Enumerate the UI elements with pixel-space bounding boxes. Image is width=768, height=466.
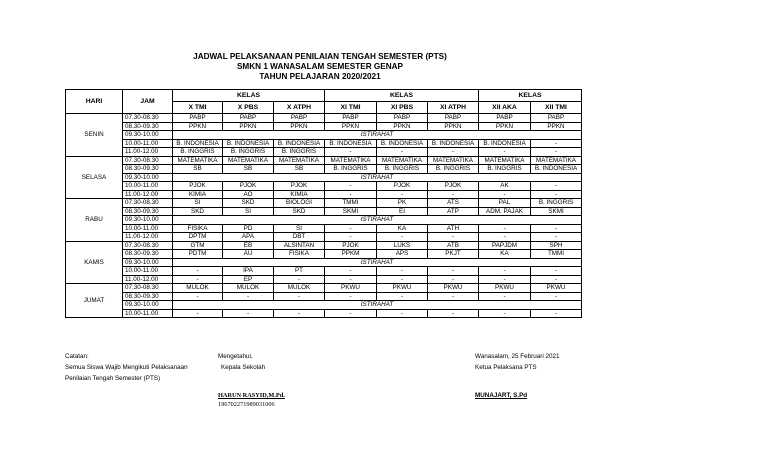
subject-cell: -: [479, 233, 531, 242]
kepala-sekolah-name: HARUN RASYID,M.Pd.: [218, 392, 285, 399]
table-row: [66, 173, 582, 182]
subject-cell: MATEMATIKA: [173, 156, 223, 165]
subject-cell: -: [531, 190, 582, 199]
kelas-header-xi: KELAS: [325, 90, 479, 102]
subject-cell: B. INDONESIA: [223, 139, 274, 148]
subject-cell: -: [377, 190, 428, 199]
subject-cell: PAL: [479, 199, 531, 208]
table-row: [66, 241, 582, 250]
table-row: [66, 139, 582, 148]
subject-cell: MULOK: [173, 284, 223, 293]
table-row: [66, 284, 582, 293]
subject-cell: B. INDONESIA: [325, 139, 377, 148]
subject-cell: SB: [223, 165, 274, 174]
subject-cell: -: [479, 275, 531, 284]
subject-cell: -: [531, 148, 582, 157]
class-header: X ATPH: [274, 102, 325, 114]
subject-cell: PAPJDM: [479, 241, 531, 250]
table-row: [66, 224, 582, 233]
subject-cell: -: [325, 267, 377, 276]
subject-cell: ATP: [428, 207, 479, 216]
subject-cell: -: [428, 275, 479, 284]
subject-cell: PKJT: [428, 250, 479, 259]
subject-cell: -: [531, 275, 582, 284]
kepala-sekolah-label: Kepala Sekolah: [221, 364, 266, 371]
subject-cell: SI: [274, 224, 325, 233]
break-cell: ISTIRAHAT: [173, 173, 582, 182]
subject-cell: PJOK: [173, 182, 223, 191]
subject-cell: PKWU: [531, 284, 582, 293]
subject-cell: PABP: [531, 114, 582, 123]
subject-cell: KA: [479, 250, 531, 259]
subject-cell: SI: [173, 199, 223, 208]
subject-cell: MATEMATIKA: [325, 156, 377, 165]
subject-cell: TMMI: [531, 250, 582, 259]
class-header: X PBS: [223, 102, 274, 114]
time-cell: 08.30-09.30: [123, 250, 173, 259]
table-row: [66, 182, 582, 191]
subject-cell: PJOK: [377, 182, 428, 191]
table-row: [66, 216, 582, 225]
school-semester-title: SMKN 1 WANASALAM SEMESTER GENAP: [236, 62, 404, 71]
table-row: [66, 267, 582, 276]
day-cell: RABU: [66, 199, 123, 242]
subject-cell: -: [531, 233, 582, 242]
table-row: [66, 165, 582, 174]
subject-cell: -: [325, 309, 377, 318]
subject-cell: PT: [274, 267, 325, 276]
kelas-header-x: KELAS: [173, 90, 325, 102]
table-row: [66, 114, 582, 123]
subject-cell: -: [531, 309, 582, 318]
schedule-table: [65, 89, 582, 318]
subject-cell: DPTM: [173, 233, 223, 242]
ketua-pelaksana-label: Ketua Pelaksana PTS: [475, 364, 537, 371]
subject-cell: -: [223, 292, 274, 301]
ketua-pelaksana-name: MUNAJART, S.Pd: [475, 392, 528, 399]
day-cell: KAMIS: [66, 241, 123, 284]
subject-cell: B. INGGRIS: [325, 165, 377, 174]
time-cell: 08.30-09.30: [123, 207, 173, 216]
subject-cell: SKMI: [531, 207, 582, 216]
place-date: Wanasalam, 25 Februari 2021: [475, 353, 560, 360]
table-row: [66, 233, 582, 242]
subject-cell: B. INGGRIS: [479, 165, 531, 174]
subject-cell: SKMI: [325, 207, 377, 216]
subject-cell: EI: [377, 207, 428, 216]
table-row: [66, 190, 582, 199]
subject-cell: -: [531, 292, 582, 301]
subject-cell: PPKN: [325, 122, 377, 131]
subject-cell: PPKN: [173, 122, 223, 131]
table-row: [66, 309, 582, 318]
subject-cell: PPKN: [531, 122, 582, 131]
break-cell: ISTIRAHAT: [173, 216, 582, 225]
table-row: [66, 199, 582, 208]
time-cell: 09.30-10.00: [123, 131, 173, 140]
subject-cell: -: [479, 309, 531, 318]
subject-cell: -: [428, 309, 479, 318]
subject-cell: -: [325, 292, 377, 301]
subject-cell: -: [428, 148, 479, 157]
subject-cell: PABP: [479, 114, 531, 123]
subject-cell: PPKN: [428, 122, 479, 131]
table-row: [66, 156, 582, 165]
subject-cell: SKD: [223, 199, 274, 208]
subject-cell: -: [428, 267, 479, 276]
subject-cell: PABP: [325, 114, 377, 123]
hari-header: HARI: [66, 90, 123, 114]
subject-cell: -: [325, 224, 377, 233]
subject-cell: -: [531, 139, 582, 148]
subject-cell: PPKN: [377, 122, 428, 131]
subject-cell: SI: [223, 207, 274, 216]
time-cell: 10.00-11.00: [123, 182, 173, 191]
subject-cell: MATEMATIKA: [531, 156, 582, 165]
subject-cell: -: [173, 267, 223, 276]
subject-cell: PJOK: [325, 241, 377, 250]
time-cell: 10.00-11.00: [123, 224, 173, 233]
subject-cell: -: [377, 233, 428, 242]
table-row: [66, 258, 582, 267]
subject-cell: -: [531, 267, 582, 276]
table-row: [66, 131, 582, 140]
subject-cell: B. INDONESIA: [377, 139, 428, 148]
class-header: XI PBS: [377, 102, 428, 114]
time-cell: 07.30-08.30: [123, 156, 173, 165]
subject-cell: MATEMATIKA: [428, 156, 479, 165]
subject-cell: B. INGGRIS: [377, 165, 428, 174]
time-cell: 07.30-08.30: [123, 199, 173, 208]
subject-cell: -: [377, 275, 428, 284]
subject-cell: MULOK: [274, 284, 325, 293]
time-cell: 11.00-12.00: [123, 275, 173, 284]
subject-cell: KIMIA: [274, 190, 325, 199]
subject-cell: PK: [377, 199, 428, 208]
subject-cell: LUKS: [377, 241, 428, 250]
subject-cell: -: [377, 148, 428, 157]
catatan-label: Catatan:: [65, 353, 89, 360]
day-cell: SENIN: [66, 114, 123, 157]
subject-cell: AU: [223, 250, 274, 259]
subject-cell: KIMIA: [173, 190, 223, 199]
break-cell: ISTIRAHAT: [173, 131, 582, 140]
subject-cell: PABP: [428, 114, 479, 123]
subject-cell: -: [173, 292, 223, 301]
subject-cell: AO: [223, 190, 274, 199]
time-cell: 09.30-10.00: [123, 173, 173, 182]
subject-cell: TMMI: [325, 199, 377, 208]
subject-cell: MATEMATIKA: [274, 156, 325, 165]
subject-cell: PJOK: [274, 182, 325, 191]
kepala-sekolah-nip: 196702271989031006: [218, 401, 275, 408]
subject-cell: -: [479, 267, 531, 276]
time-cell: 08.30-09.30: [123, 165, 173, 174]
subject-cell: -: [531, 182, 582, 191]
subject-cell: -: [325, 182, 377, 191]
subject-cell: SKD: [274, 207, 325, 216]
subject-cell: -: [377, 309, 428, 318]
mengetahui-label: Mengetahui,: [218, 353, 253, 360]
subject-cell: -: [428, 190, 479, 199]
subject-cell: PKWU: [479, 284, 531, 293]
subject-cell: MATEMATIKA: [377, 156, 428, 165]
subject-cell: -: [274, 309, 325, 318]
subject-cell: PPKN: [479, 122, 531, 131]
break-cell: ISTIRAHAT: [173, 258, 582, 267]
academic-year-title: TAHUN PELAJARAN 2020/2021: [259, 72, 381, 81]
subject-cell: PJOK: [428, 182, 479, 191]
subject-cell: PABP: [377, 114, 428, 123]
class-header: XII AKA: [479, 102, 531, 114]
subject-cell: AK: [479, 182, 531, 191]
subject-cell: ATH: [428, 224, 479, 233]
time-cell: 09.30-10.00: [123, 258, 173, 267]
subject-cell: -: [531, 224, 582, 233]
catatan-line-2: Penilaian Tengah Semester (PTS): [65, 375, 161, 382]
subject-cell: -: [377, 292, 428, 301]
subject-cell: FISIKA: [274, 250, 325, 259]
class-header: XII TMI: [531, 102, 582, 114]
subject-cell: PPKN: [274, 122, 325, 131]
class-header: X TMI: [173, 102, 223, 114]
subject-cell: PKWU: [377, 284, 428, 293]
subject-cell: KA: [377, 224, 428, 233]
subject-cell: -: [173, 309, 223, 318]
table-row: [66, 148, 582, 157]
time-cell: 08.30-09.30: [123, 292, 173, 301]
subject-cell: -: [325, 190, 377, 199]
time-cell: 08.30-09.30: [123, 122, 173, 131]
subject-cell: -: [479, 224, 531, 233]
subject-cell: PJOK: [223, 182, 274, 191]
subject-cell: PKWU: [325, 284, 377, 293]
subject-cell: PDTM: [173, 250, 223, 259]
time-cell: 07.30-08.30: [123, 241, 173, 250]
table-row: [66, 301, 582, 310]
subject-cell: B. INGGRIS: [223, 148, 274, 157]
day-cell: JUMAT: [66, 284, 123, 318]
subject-cell: -: [274, 292, 325, 301]
time-cell: 11.00-12.00: [123, 190, 173, 199]
subject-cell: -: [428, 233, 479, 242]
subject-cell: B. INDONESIA: [274, 139, 325, 148]
subject-cell: -: [325, 233, 377, 242]
subject-cell: -: [377, 267, 428, 276]
class-header: XI TMI: [325, 102, 377, 114]
subject-cell: SKD: [173, 207, 223, 216]
subject-cell: -: [274, 275, 325, 284]
document-title: JADWAL PELAKSANAAN PENILAIAN TENGAH SEMESTER (PTS): [193, 52, 447, 61]
subject-cell: PPKN: [223, 122, 274, 131]
subject-cell: -: [479, 190, 531, 199]
catatan-line-1: Semua Siswa Wajib Mengikuti Pelaksanaan: [65, 364, 188, 371]
subject-cell: PABP: [223, 114, 274, 123]
subject-cell: SPH: [531, 241, 582, 250]
subject-cell: MATEMATIKA: [223, 156, 274, 165]
time-cell: 10.00-11.00: [123, 139, 173, 148]
table-row: [66, 207, 582, 216]
subject-cell: ALSINTAN: [274, 241, 325, 250]
time-cell: 11.00-12.00: [123, 233, 173, 242]
table-row: [66, 292, 582, 301]
time-cell: 09.30-10.00: [123, 216, 173, 225]
subject-cell: B. INDONESIA: [428, 139, 479, 148]
subject-cell: PABP: [274, 114, 325, 123]
table-row: [66, 122, 582, 131]
subject-cell: B. INDONESIA: [173, 139, 223, 148]
subject-cell: APS: [377, 250, 428, 259]
subject-cell: -: [325, 275, 377, 284]
subject-cell: B. INDONESIA: [531, 165, 582, 174]
class-header: XI ATPH: [428, 102, 479, 114]
subject-cell: B. INDONESIA: [479, 139, 531, 148]
jam-header: JAM: [123, 90, 173, 114]
subject-cell: -: [325, 148, 377, 157]
subject-cell: B. INGGRIS: [173, 148, 223, 157]
subject-cell: ATS: [428, 199, 479, 208]
subject-cell: SB: [274, 165, 325, 174]
time-cell: 10.00-11.00: [123, 267, 173, 276]
time-cell: 07.30-08.30: [123, 114, 173, 123]
table-row: [66, 250, 582, 259]
subject-cell: -: [428, 292, 479, 301]
subject-cell: FISIKA: [173, 224, 223, 233]
subject-cell: -: [223, 309, 274, 318]
subject-cell: GTM: [173, 241, 223, 250]
time-cell: 10.00-11.00: [123, 309, 173, 318]
subject-cell: B. INGGRIS: [274, 148, 325, 157]
subject-cell: EB: [223, 241, 274, 250]
break-cell: ISTIRAHAT: [173, 301, 582, 310]
subject-cell: -: [479, 148, 531, 157]
subject-cell: B. INGGRIS: [428, 165, 479, 174]
subject-cell: PPKM: [325, 250, 377, 259]
table-row: [66, 275, 582, 284]
subject-cell: DBT: [274, 233, 325, 242]
subject-cell: SB: [173, 165, 223, 174]
subject-cell: MULOK: [223, 284, 274, 293]
subject-cell: EP: [223, 275, 274, 284]
time-cell: 09.30-10.00: [123, 301, 173, 310]
subject-cell: PD: [223, 224, 274, 233]
subject-cell: -: [479, 292, 531, 301]
subject-cell: B. INGGRIS: [531, 199, 582, 208]
subject-cell: PABP: [173, 114, 223, 123]
subject-cell: ATB: [428, 241, 479, 250]
kelas-header-xii: KELAS: [479, 90, 582, 102]
subject-cell: PKWU: [428, 284, 479, 293]
subject-cell: -: [173, 275, 223, 284]
day-cell: SELASA: [66, 156, 123, 199]
subject-cell: APA: [223, 233, 274, 242]
time-cell: 07.30-08.30: [123, 284, 173, 293]
subject-cell: IPA: [223, 267, 274, 276]
subject-cell: ADM. PAJAK: [479, 207, 531, 216]
subject-cell: BIOLOGI: [274, 199, 325, 208]
subject-cell: MATEMATIKA: [479, 156, 531, 165]
time-cell: 11.00-12.00: [123, 148, 173, 157]
